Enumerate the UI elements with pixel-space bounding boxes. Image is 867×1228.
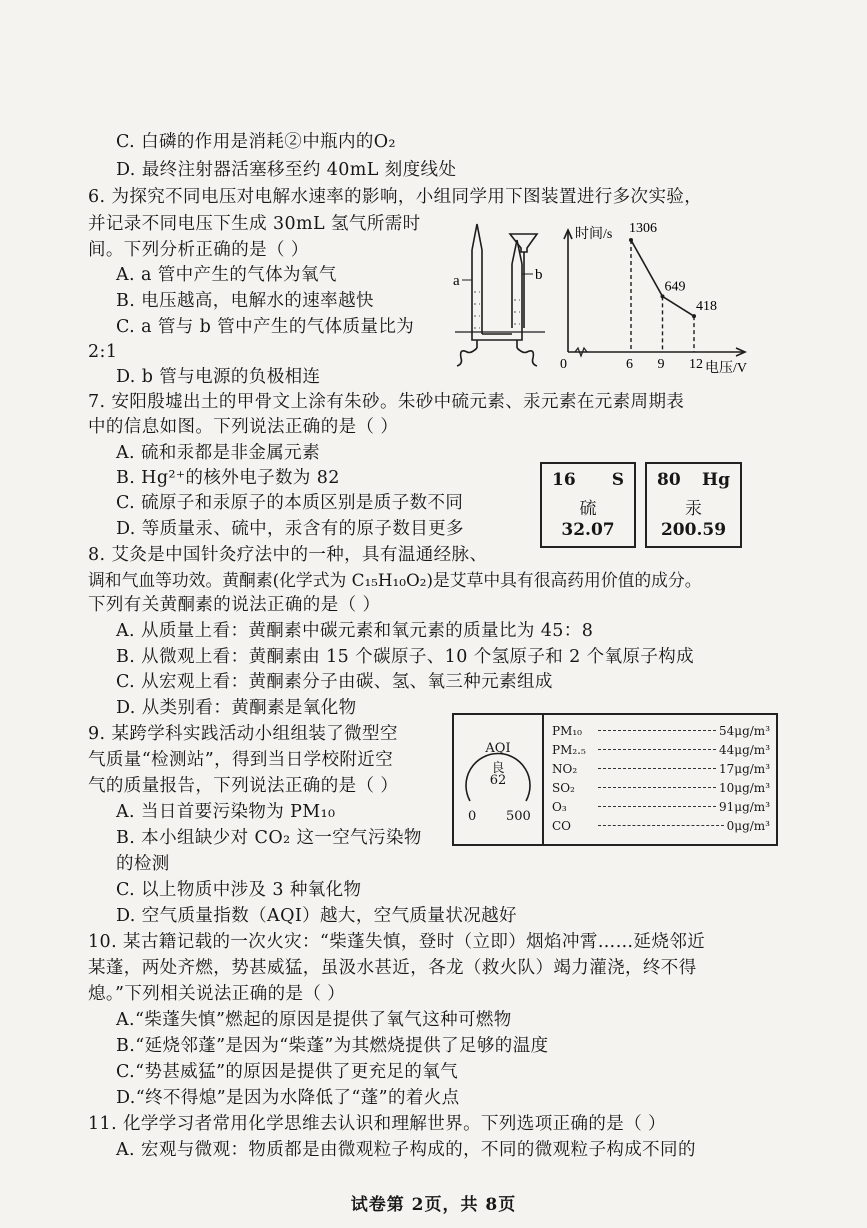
x-tick-label: 9 <box>657 357 665 372</box>
pollutant-row <box>552 721 770 740</box>
pollutant-value: 10μg/m³ <box>719 780 770 795</box>
element-symbol: S <box>611 470 624 490</box>
pollutant-name: NO₂ <box>552 761 578 776</box>
panel-divider <box>542 715 544 844</box>
question-7-stem: 7. 安阳殷墟出土的甲骨文上涂有朱砂。朱砂中硫元素、汞元素在元素周期表 <box>88 392 685 412</box>
tube-b-label: b <box>535 267 543 283</box>
data-label: 649 <box>664 279 686 295</box>
option-10c: C.“势甚威猛”的原因是提供了更充足的氧气 <box>116 1062 459 1082</box>
option-5c: C. 白磷的作用是消耗②中瓶内的O₂ <box>116 132 396 152</box>
element-name: 汞 <box>685 499 702 519</box>
pollutant-name: O₃ <box>552 799 567 814</box>
option-6a: A. a 管中产生的气体为氧气 <box>116 265 337 285</box>
data-point <box>661 294 665 298</box>
element-card-sulfur <box>540 462 636 548</box>
aqi-level: 良 <box>491 761 505 776</box>
tube-a-label: a <box>453 273 460 289</box>
option-8c: C. 从宏观上看：黄酮素分子由碳、氢、氧三种元素组成 <box>116 672 553 692</box>
pollutant-row <box>552 816 770 835</box>
pollutant-value: 54μg/m³ <box>719 723 770 738</box>
pollutant-row <box>552 797 770 816</box>
element-symbol: Hg <box>702 470 730 490</box>
question-7-stem-line-2: 中的信息如图。下列说法正确的是（ ） <box>88 417 399 437</box>
relative-atomic-mass: 32.07 <box>561 520 615 540</box>
option-9a: A. 当日首要污染物为 PM₁₀ <box>116 802 336 822</box>
option-9c: C. 以上物质中涉及 3 种氧化物 <box>116 880 362 900</box>
aqi-value: 62 <box>489 773 507 788</box>
aqi-scale-min: 0 <box>468 809 477 824</box>
x-tick-label: 6 <box>626 357 633 372</box>
option-10a: A.“柴蓬失慎”燃起的原因是提供了氧气这种可燃物 <box>116 1010 512 1030</box>
pollutant-name: CO <box>552 818 572 833</box>
question-9-stem: 9. 某跨学科实践活动小组组装了微型空 <box>88 724 398 744</box>
pollutant-name: PM₁₀ <box>552 723 582 738</box>
pollutant-value: 17μg/m³ <box>719 761 770 776</box>
option-9b-continued: 的检测 <box>116 854 170 874</box>
option-8a: A. 从质量上看：黄酮素中碳元素和氧元素的质量比为 45：8 <box>116 621 594 641</box>
option-7c: C. 硫原子和汞原子的本质区别是质子数不同 <box>116 493 464 513</box>
option-9d: D. 空气质量指数（AQI）越大，空气质量状况越好 <box>116 906 517 926</box>
element-card-mercury <box>645 462 742 548</box>
pollutant-value: 0μg/m³ <box>726 818 770 833</box>
page-footer: 试卷第 2页，共 8页 <box>350 1195 517 1215</box>
x-axis-label: 电压/V <box>705 361 747 376</box>
aqi-report-panel <box>452 713 778 846</box>
question-9-stem-line-3: 气的质量报告，下列说法正确的是（ ） <box>88 776 399 796</box>
voltage-time-chart <box>555 222 755 378</box>
pollutant-value: 91μg/m³ <box>719 799 770 814</box>
question-9-stem-line-2: 气质量“检测站”，得到当日学校附近空 <box>88 750 394 770</box>
question-10-stem: 10. 某古籍记载的一次火灾：“柴蓬失慎，登时（立即）烟焰冲霄……延烧邻近 <box>88 932 706 952</box>
pollutant-row <box>552 778 770 797</box>
data-label: 418 <box>696 299 717 315</box>
option-6c-continued: 2:1 <box>88 342 118 362</box>
option-6d: D. b 管与电源的负极相连 <box>116 367 321 387</box>
option-7d: D. 等质量汞、硫中，汞含有的原子数目更多 <box>116 519 464 539</box>
option-5d: D. 最终注射器活塞移至约 40mL 刻度线处 <box>116 160 457 180</box>
question-6-stem: 6. 为探究不同电压对电解水速率的影响，小组同学用下图装置进行多次实验， <box>88 187 703 207</box>
option-6c: C. a 管与 b 管中产生的气体质量比为 <box>116 317 415 337</box>
atomic-number: 16 <box>552 470 576 490</box>
option-8d: D. 从类别看：黄酮素是氧化物 <box>116 698 357 718</box>
aqi-title: AQI <box>485 741 511 756</box>
question-10-stem-line-3: 熄。”下列相关说法正确的是（ ） <box>88 984 346 1004</box>
relative-atomic-mass: 200.59 <box>660 520 727 540</box>
pollutant-value: 44μg/m³ <box>719 742 770 757</box>
data-point <box>692 314 696 318</box>
question-8-stem: 8. 艾灸是中国针灸疗法中的一种，具有温通经脉、 <box>88 545 488 565</box>
option-9b: B. 本小组缺少对 CO₂ 这一空气污染物 <box>116 828 422 848</box>
option-8b: B. 从微观上看：黄酮素由 15 个碳原子、10 个氢原子和 2 个氧原子构成 <box>116 647 695 667</box>
x-tick-label: 12 <box>689 357 703 372</box>
aqi-scale-max: 500 <box>506 809 531 824</box>
question-10-stem-line-2: 某蓬，两处齐燃，势甚威猛，虽汲水甚近，各龙（救火队）竭力灌浇，终不得 <box>88 958 697 978</box>
option-7a: A. 硫和汞都是非金属元素 <box>116 443 320 463</box>
option-7b: B. Hg²⁺的核外电子数为 82 <box>116 468 340 488</box>
data-point <box>629 238 633 242</box>
data-label: 1306 <box>629 221 657 237</box>
option-11a: A. 宏观与微观：物质都是由微观粒子构成的，不同的微观粒子构成不同的 <box>116 1140 696 1160</box>
option-6b: B. 电压越高，电解水的速率越快 <box>116 291 374 311</box>
question-8-stem-line-2: 调和气血等功效。黄酮素(化学式为 C₁₅H₁₀O₂)是艾草中具有很高药用价值的成分。 <box>88 570 702 590</box>
option-10d: D.“终不得熄”是因为水降低了“蓬”的着火点 <box>116 1088 460 1108</box>
y-axis-label: 时间/s <box>575 227 613 242</box>
pollutant-name: PM₂.₅ <box>552 742 586 757</box>
pollutant-row <box>552 740 770 759</box>
electrolysis-apparatus-figure <box>445 212 565 372</box>
x-tick-label: 0 <box>560 357 567 372</box>
option-10b: B.“延烧邻蓬”是因为“柴蓬”为其燃烧提供了足够的温度 <box>116 1036 549 1056</box>
pollutant-list <box>552 721 770 835</box>
question-6-stem-line-3: 间。下列分析正确的是（ ） <box>88 240 309 260</box>
pollutant-name: SO₂ <box>552 780 575 795</box>
atomic-number: 80 <box>657 470 681 490</box>
question-8-stem-line-3: 下列有关黄酮素的说法正确的是（ ） <box>88 595 381 615</box>
question-6-stem-line-2: 并记录不同电压下生成 30mL 氢气所需时 <box>88 214 421 234</box>
question-11-stem: 11. 化学学习者常用化学思维去认识和理解世界。下列选项正确的是（ ） <box>88 1114 666 1134</box>
element-name: 硫 <box>579 499 597 519</box>
pollutant-row <box>552 759 770 778</box>
